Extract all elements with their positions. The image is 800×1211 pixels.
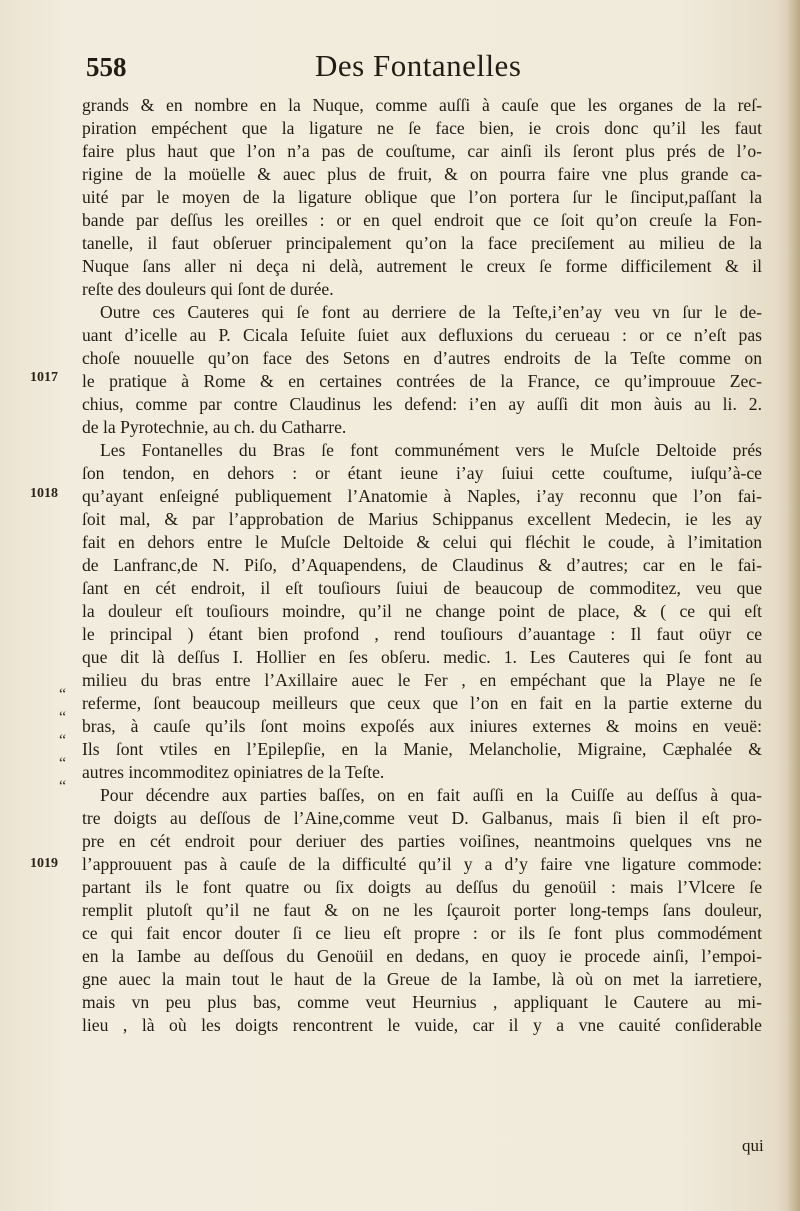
margin-note: 1019 [30,856,58,871]
text-line: en la Iambe au deſſous du Genoüil en dedans, en quoy ie procede ainſi, l’empoi- [82,946,762,966]
text-line: reſte des douleurs qui ſont de durée. [82,279,334,299]
text-line: que dit là deſſus I. Hollier en ſes obſeru. medic. 1. Les Cauteres qui ſe font au [82,647,762,667]
text-line: Ils ſont vtiles en l’Epilepſie, en la Manie, Melancholie, Migraine, Cæphalée & [82,739,762,759]
text-line: Nuque ſans aller ni deça ni delà, autrement le creux ſe forme difficilement & il [82,256,762,276]
text-line: bande par deſſus les oreilles : or en quel endroit que ce ſoit qu’on creuſe la Fon- [82,210,762,230]
text-line: Les Fontanelles du Bras ſe font communément vers le Muſcle Deltoide prés [100,440,762,460]
margin-note: 1017 [30,370,58,385]
text-line: fait en dehors entre le Muſcle Deltoide & celui qui fléchit le coude, à l’imitation [82,532,762,552]
text-line: de Lanfranc,de N. Piſo, d’Aquapendens, de Claudinus & d’autres; car en le fai- [82,555,762,575]
text-line: ſon tendon, en dehors : or étant ieune i’ay ſuiui cette couſtume, iuſqu’à-ce [82,463,762,483]
text-line: remplit plutoſt qu’il ne faut & on ne les ſçauroit porter long-temps ſans douleur, [82,900,762,920]
text-line: ſant en cét endroit, il eſt touſiours ſuiui de beaucoup de commoditez, veu que [82,578,762,598]
text-line: tanelle, il faut obſeruer principalement qu’on la face preciſement au milieu de la [82,233,762,253]
text-line: le pratique à Rome & en certaines contrées de la France, ce qu’improuue Zec- [82,371,762,391]
text-line: gne auec la main tout le haut de la Greue de la Iambe, là où on met la iarretiere, [82,969,762,989]
margin-note: 1018 [30,486,58,501]
text-line: choſe nouuelle qu’on face des Setons en d’autres endroits de la Teſte comme on [82,348,762,368]
text-line: grands & en nombre en la Nuque, comme auſſi à cauſe que les organes de la reſ- [82,95,762,115]
text-line: uant d’icelle au P. Cicala Ieſuite ſuiet aux defluxions du cerueau : or ce n’eſt pas [82,325,762,345]
catchword: qui [742,1136,764,1155]
page-header [0,48,800,88]
text-line: autres incommoditez opiniatres de la Teſte. [82,762,385,782]
text-line: piration empéchent que la ligature ne ſe face bien, ie crois donc qu’il les faut [82,118,762,138]
text-line: Pour décendre aux parties baſſes, on en fait auſſi en la Cuiſſe au deſſus à qua- [100,785,762,805]
text-line: uité par le moyen de la ligature oblique que l’on portera ſur le ſinciput,paſſant la [82,187,762,207]
text-line: referme, ſont beaucoup meilleurs que ceux que l’on en fait en la partie externe du [82,693,762,713]
text-line: milieu du bras entre l’Axillaire auec le Fer , en empéchant que la Playe ne ſe [82,670,762,690]
text-line: Outre ces Cauteres qui ſe font au derriere de la Teſte,i’en’ay veu vn ſur le de- [100,302,762,322]
page-edge [788,0,800,1211]
running-title: Des Fontanelles [315,48,522,83]
text-line: lieu , là où les doigts rencontrent le vuide, car il y a vne cauité conſiderable [82,1015,762,1035]
text-line: tre doigts au deſſous de l’Aine,comme veut D. Galbanus, mais ſi bien il eſt pro- [82,808,762,828]
quote-mark: “ [59,686,67,703]
quote-mark: “ [59,732,67,749]
body-text [82,94,762,1037]
text-line: ce qui fait encor douter ſi ce lieu eſt propre : or ils ſe font plus commodément [82,923,762,943]
text-line: ſoit mal, & par l’approbation de Marius Schippanus excellent Medecin, ie les ay [82,509,762,529]
text-line: mais vn peu plus bas, comme veut Heurnius , appliquant le Cautere au mi- [82,992,762,1012]
text-line: chius, comme par contre Claudinus les defend: i’en ay auſſi dit mon àuis au li. 2. [82,394,762,414]
text-line: pre en cét endroit pour deriuer des parties voiſines, neantmoins quelques vns ne [82,831,762,851]
text-line: le principal ) étant bien profond , rend touſiours d’auantage : Il faut oüyr ce [82,624,762,644]
text-line: bras, à cauſe qu’ils ſont moins expoſés aux iniures externes & moins en veuë: [82,716,762,736]
text-line: la douleur eſt touſiours moindre, qu’il ne change point de place, & ( ce qui eſt [82,601,762,621]
text-line: l’approuuent pas à cauſe de la difficulté qu’il y a d’y faire vne ligature commode: [82,854,762,874]
text-line: faire plus haut que l’on n’a pas de couſtume, car ainſi ils ſeront plus prés de l’o- [82,141,762,161]
quote-mark: “ [59,778,67,795]
quote-mark: “ [59,709,67,726]
text-line: rigine de la moüelle & auec plus de fruit, & on pourra faire vne plus grande ca- [82,164,762,184]
text-line: partant ils le font quatre ou ſix doigts au deſſus du genoüil : mais l’Vlcere ſe [82,877,762,897]
quote-mark: “ [59,755,67,772]
text-line: de la Pyrotechnie, au ch. du Catharre. [82,417,347,437]
page-number: 558 [86,52,127,82]
text-line: qu’ayant enſeigné publiquement l’Anatomie à Naples, i’ay reconnu que l’on fai- [82,486,762,506]
